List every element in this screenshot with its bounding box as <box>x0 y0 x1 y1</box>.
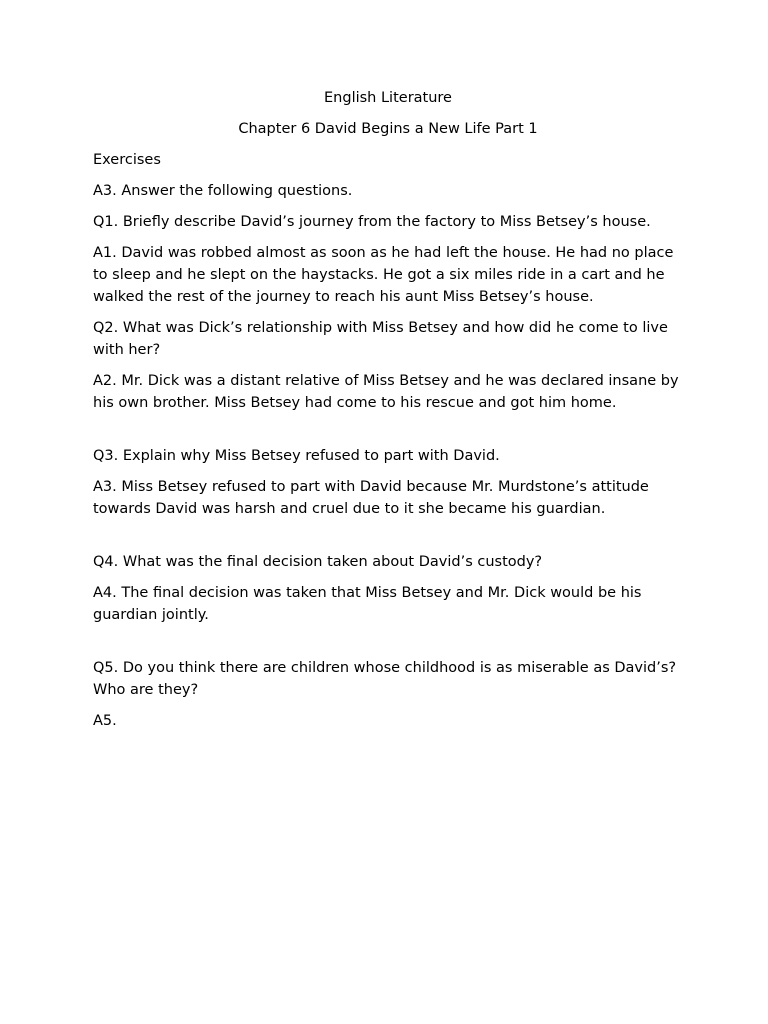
question-1: Q1. Briefly describe David’s journey from the factory to Miss Betsey’s house. <box>93 214 651 230</box>
document-title: English Literature <box>324 90 452 106</box>
section-heading: Exercises <box>93 152 161 168</box>
instruction-text: A3. Answer the following questions. <box>93 183 353 199</box>
document-page <box>93 87 683 741</box>
answer-5: A5. <box>93 713 117 729</box>
question-3: Q3. Explain why Miss Betsey refused to part with David. <box>93 448 500 464</box>
question-5: Q5. Do you think there are children whose childhood is as miserable as David’s? Who are they? <box>93 660 677 698</box>
answer-1: A1. David was robbed almost as soon as he had left the house. He had no place to sleep and he slept on the haystacks. He got a six miles ride in a cart and he walked the rest of the journey to reach his aunt Miss Betsey’s house. <box>93 245 674 305</box>
question-2: Q2. What was Dick’s relationship with Miss Betsey and how did he come to live with her? <box>93 320 668 358</box>
answer-3: A3. Miss Betsey refused to part with David because Mr. Murdstone’s attitude towards David was harsh and cruel due to it she became his guardian. <box>93 479 649 517</box>
chapter-heading: Chapter 6 David Begins a New Life Part 1 <box>238 121 538 137</box>
question-4: Q4. What was the final decision taken about David’s custody? <box>93 554 543 570</box>
answer-2: A2. Mr. Dick was a distant relative of Miss Betsey and he was declared insane by his own brother. Miss Betsey had come to his rescue and got him home. <box>93 373 679 411</box>
answer-4: A4. The final decision was taken that Miss Betsey and Mr. Dick would be his guardian jointly. <box>93 585 642 623</box>
